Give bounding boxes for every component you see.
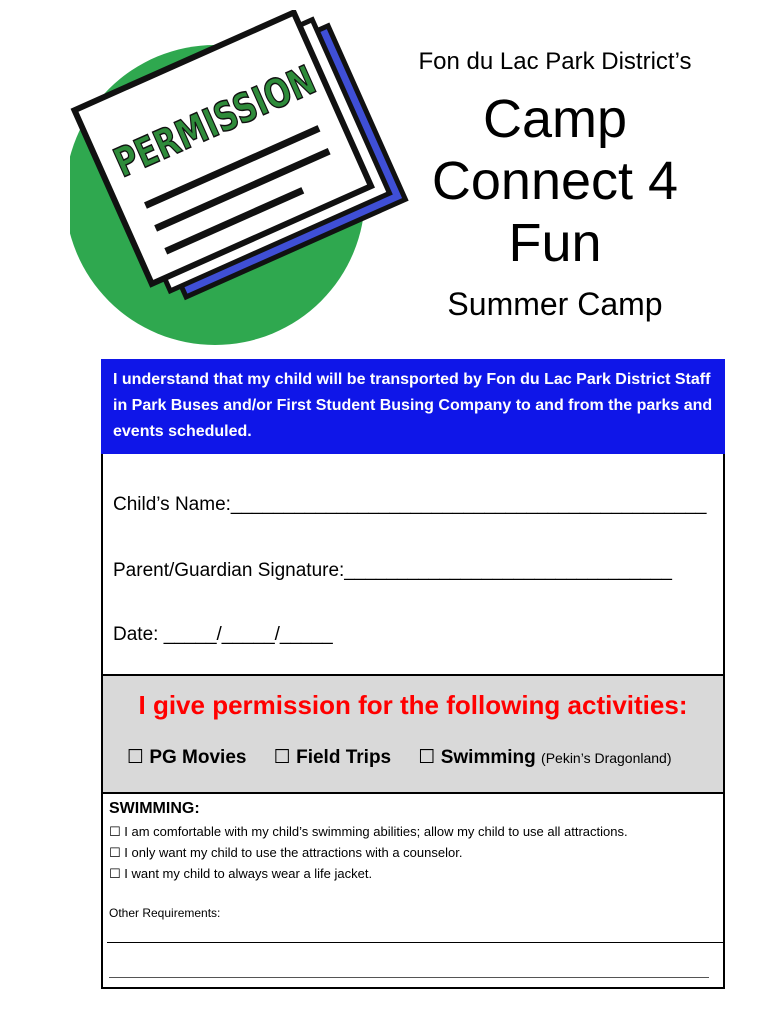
camp-subtitle: Summer Camp — [447, 286, 663, 322]
camp-title-line3: Fun — [508, 213, 602, 273]
swim-option-life-jacket[interactable]: ☐ I want my child to always wear a life jacket. — [109, 866, 373, 881]
activity-option-swimming[interactable] — [418, 746, 671, 769]
swimming-title: SWIMMING: — [109, 800, 200, 817]
activity-option-pg-movies[interactable] — [127, 746, 246, 769]
activities-section — [101, 676, 725, 794]
activities-title: I give permission for the following activities: — [138, 690, 688, 720]
child-info-section — [101, 454, 725, 676]
activity-option-field-trips[interactable] — [274, 746, 391, 769]
permission-form — [101, 359, 725, 989]
swimming-location-note: (Pekin’s Dragonland) — [541, 750, 672, 766]
camp-title-line1: Camp — [482, 89, 628, 149]
swimming-section — [101, 794, 725, 989]
camp-title-line2: Connect 4 — [431, 151, 679, 211]
checkbox-icon[interactable]: ☐ — [418, 747, 436, 768]
logo-permission-text: PERMISSION — [107, 30, 383, 187]
org-name: Fon du Lac Park District’s — [418, 48, 692, 75]
transport-notice: I understand that my child will be transported by Fon du Lac Park District Staff in Park Buses and/or First Student Busing Company to and from the parks and events scheduled. — [101, 359, 725, 454]
swim-option-with-counselor[interactable]: ☐ I only want my child to use the attractions with a counselor. — [109, 845, 463, 860]
other-requirements-line-2[interactable] — [109, 977, 709, 978]
activity-label: Swimming — [440, 747, 536, 768]
date-field[interactable]: Date: _____/_____/_____ — [113, 624, 333, 645]
other-requirements-line-1[interactable] — [107, 942, 723, 943]
header — [380, 48, 730, 323]
swim-option-all-attractions[interactable]: ☐ I am comfortable with my child’s swimming abilities; allow my child to use all attractions. — [109, 824, 628, 839]
activity-options — [127, 746, 694, 769]
checkbox-icon[interactable]: ☐ — [127, 747, 145, 768]
activity-label: PG Movies — [149, 747, 247, 768]
checkbox-icon[interactable]: ☐ — [273, 747, 291, 768]
other-requirements-label: Other Requirements: — [109, 906, 221, 920]
guardian-signature-field[interactable]: Parent/Guardian Signature:_______________________________ — [113, 560, 672, 581]
child-name-field[interactable]: Child’s Name:_____________________________________________ — [113, 494, 707, 515]
activity-label: Field Trips — [296, 747, 392, 768]
permission-logo — [70, 10, 430, 350]
